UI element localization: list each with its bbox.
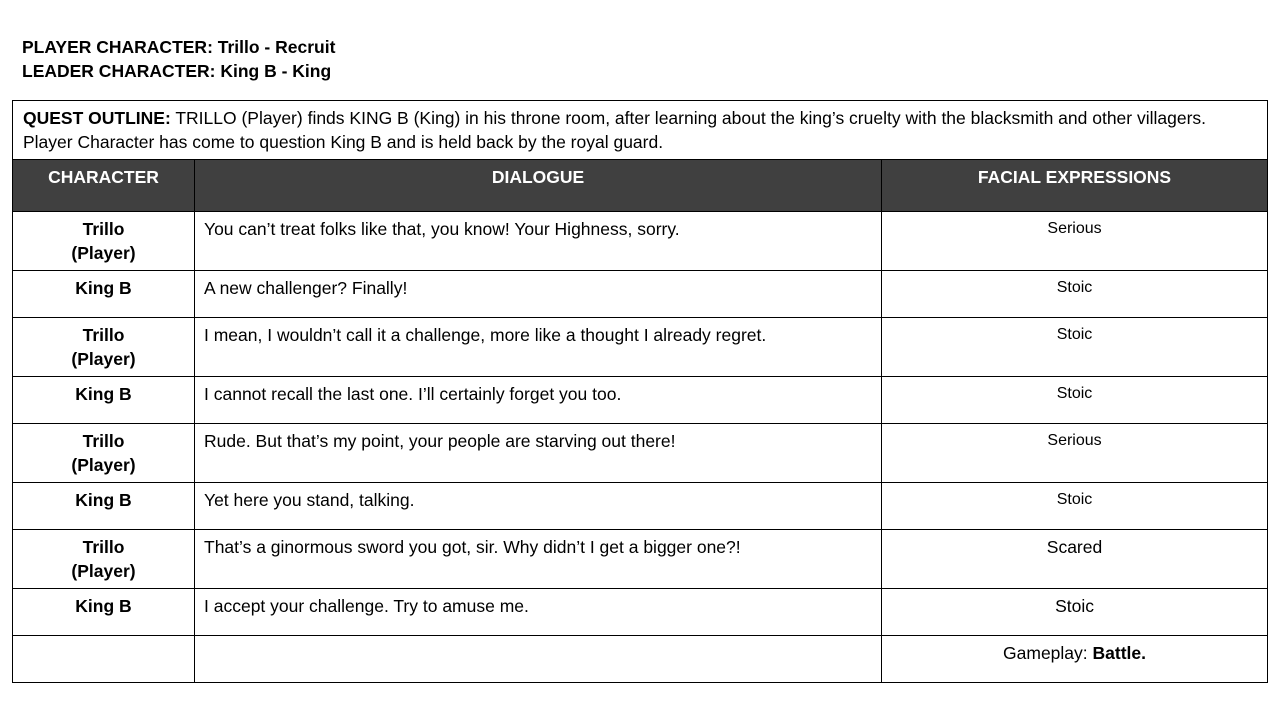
empty-character-cell	[13, 636, 195, 683]
character-role: (Player)	[71, 349, 136, 369]
expression-cell: Stoic	[882, 589, 1268, 636]
expression-cell: Scared	[882, 530, 1268, 589]
character-cell	[13, 589, 195, 636]
character-name: King B	[75, 596, 132, 616]
character-cell	[13, 483, 195, 530]
quest-outline-text: TRILLO (Player) finds KING B (King) in his throne room, after learning about the king’s cruelty with the blacksmith and other villagers. Player Character has come to question King B and is held back by the royal guard.	[23, 108, 1207, 152]
character-name: King B	[75, 490, 132, 510]
character-role: (Player)	[71, 561, 136, 581]
character-name: King B	[75, 278, 132, 298]
character-role: (Player)	[71, 455, 136, 475]
character-cell	[13, 424, 195, 483]
dialogue-cell: I mean, I wouldn’t call it a challenge, more like a thought I already regret.	[195, 318, 882, 377]
gameplay-cell	[882, 636, 1268, 683]
character-name: Trillo	[82, 219, 125, 239]
column-header-dialogue: DIALOGUE	[195, 160, 882, 212]
character-name: Trillo	[82, 537, 125, 557]
expression-cell: Serious	[882, 212, 1268, 271]
table-row	[13, 271, 1268, 318]
quest-outline-label: QUEST OUTLINE:	[23, 108, 171, 128]
quest-outline	[13, 101, 1268, 160]
character-name: King B	[75, 384, 132, 404]
gameplay-label: Gameplay:	[1003, 643, 1093, 663]
table-row	[13, 212, 1268, 271]
dialogue-cell: I accept your challenge. Try to amuse me.	[195, 589, 882, 636]
character-cell	[13, 318, 195, 377]
dialogue-cell: Yet here you stand, talking.	[195, 483, 882, 530]
character-cell	[13, 377, 195, 424]
table-row	[13, 318, 1268, 377]
table-row	[13, 377, 1268, 424]
table-row	[13, 589, 1268, 636]
table-row	[13, 530, 1268, 589]
expression-cell: Stoic	[882, 318, 1268, 377]
column-header-expressions: FACIAL EXPRESSIONS	[882, 160, 1268, 212]
column-header-row	[13, 160, 1268, 212]
character-cell	[13, 530, 195, 589]
dialogue-cell: I cannot recall the last one. I’ll certainly forget you too.	[195, 377, 882, 424]
leader-character-line: LEADER CHARACTER: King B - King	[22, 61, 332, 81]
dialogue-cell: That’s a ginormous sword you got, sir. Why didn’t I get a bigger one?!	[195, 530, 882, 589]
column-header-character: CHARACTER	[13, 160, 195, 212]
expression-cell: Stoic	[882, 483, 1268, 530]
character-cell	[13, 212, 195, 271]
character-role: (Player)	[71, 243, 136, 263]
dialogue-script-table	[12, 100, 1268, 683]
table-row	[13, 483, 1268, 530]
expression-cell: Serious	[882, 424, 1268, 483]
dialogue-cell: Rude. But that’s my point, your people are starving out there!	[195, 424, 882, 483]
character-header	[22, 35, 335, 83]
character-name: Trillo	[82, 325, 125, 345]
quest-outline-row	[13, 101, 1268, 160]
empty-dialogue-cell	[195, 636, 882, 683]
dialogue-cell: A new challenger? Finally!	[195, 271, 882, 318]
dialogue-cell: You can’t treat folks like that, you know! Your Highness, sorry.	[195, 212, 882, 271]
table-row	[13, 424, 1268, 483]
expression-cell: Stoic	[882, 377, 1268, 424]
expression-cell: Stoic	[882, 271, 1268, 318]
gameplay-row	[13, 636, 1268, 683]
player-character-line: PLAYER CHARACTER: Trillo - Recruit	[22, 37, 336, 57]
character-name: Trillo	[82, 431, 125, 451]
gameplay-value: Battle.	[1092, 643, 1146, 663]
character-cell	[13, 271, 195, 318]
